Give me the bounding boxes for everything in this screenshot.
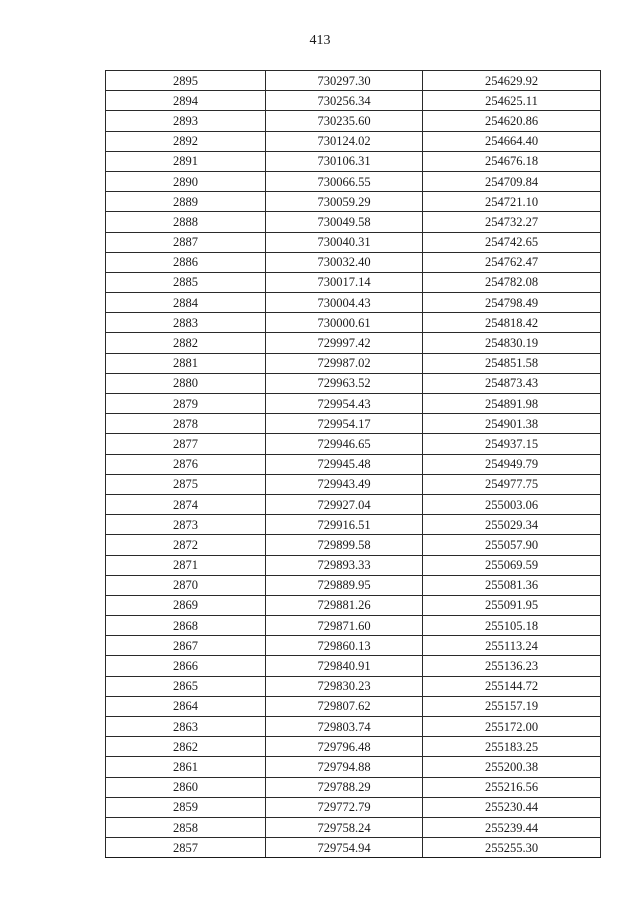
x-coordinate-cell: 729794.88 (266, 757, 423, 777)
point-number-cell: 2858 (106, 817, 266, 837)
x-coordinate-cell: 729945.48 (266, 454, 423, 474)
table-row (106, 434, 601, 454)
y-coordinate-cell: 255239.44 (423, 817, 601, 837)
table-row (106, 494, 601, 514)
point-number-cell: 2867 (106, 636, 266, 656)
x-coordinate-cell: 730032.40 (266, 252, 423, 272)
table-row (106, 616, 601, 636)
table-row (106, 777, 601, 797)
table-row (106, 414, 601, 434)
y-coordinate-cell: 255091.95 (423, 595, 601, 615)
point-number-cell: 2890 (106, 171, 266, 191)
y-coordinate-cell: 255255.30 (423, 838, 601, 858)
point-number-cell: 2874 (106, 494, 266, 514)
point-number-cell: 2870 (106, 575, 266, 595)
point-number-cell: 2871 (106, 555, 266, 575)
y-coordinate-cell: 254818.42 (423, 313, 601, 333)
x-coordinate-cell: 729772.79 (266, 797, 423, 817)
point-number-cell: 2864 (106, 696, 266, 716)
y-coordinate-cell: 255172.00 (423, 717, 601, 737)
table-row (106, 797, 601, 817)
y-coordinate-cell: 255069.59 (423, 555, 601, 575)
y-coordinate-cell: 254721.10 (423, 192, 601, 212)
x-coordinate-cell: 729788.29 (266, 777, 423, 797)
table-row (106, 293, 601, 313)
point-number-cell: 2876 (106, 454, 266, 474)
x-coordinate-cell: 729754.94 (266, 838, 423, 858)
y-coordinate-cell: 254873.43 (423, 373, 601, 393)
y-coordinate-cell: 255157.19 (423, 696, 601, 716)
x-coordinate-cell: 730124.02 (266, 131, 423, 151)
table-row (106, 555, 601, 575)
point-number-cell: 2862 (106, 737, 266, 757)
table-row (106, 636, 601, 656)
point-number-cell: 2861 (106, 757, 266, 777)
y-coordinate-cell: 255105.18 (423, 616, 601, 636)
point-number-cell: 2878 (106, 414, 266, 434)
y-coordinate-cell: 254830.19 (423, 333, 601, 353)
y-coordinate-cell: 254625.11 (423, 91, 601, 111)
point-number-cell: 2857 (106, 838, 266, 858)
x-coordinate-cell: 729840.91 (266, 656, 423, 676)
table-row (106, 757, 601, 777)
table-row (106, 313, 601, 333)
y-coordinate-cell: 254949.79 (423, 454, 601, 474)
y-coordinate-cell: 254891.98 (423, 394, 601, 414)
x-coordinate-cell: 729796.48 (266, 737, 423, 757)
y-coordinate-cell: 254977.75 (423, 474, 601, 494)
coordinates-table (105, 70, 601, 858)
x-coordinate-cell: 729881.26 (266, 595, 423, 615)
x-coordinate-cell: 729954.17 (266, 414, 423, 434)
y-coordinate-cell: 254620.86 (423, 111, 601, 131)
table-row (106, 373, 601, 393)
table-row (106, 454, 601, 474)
point-number-cell: 2875 (106, 474, 266, 494)
x-coordinate-cell: 730000.61 (266, 313, 423, 333)
table-row (106, 676, 601, 696)
y-coordinate-cell: 254901.38 (423, 414, 601, 434)
x-coordinate-cell: 729927.04 (266, 494, 423, 514)
y-coordinate-cell: 255183.25 (423, 737, 601, 757)
table-row (106, 252, 601, 272)
point-number-cell: 2865 (106, 676, 266, 696)
point-number-cell: 2863 (106, 717, 266, 737)
x-coordinate-cell: 729803.74 (266, 717, 423, 737)
x-coordinate-cell: 729943.49 (266, 474, 423, 494)
x-coordinate-cell: 730004.43 (266, 293, 423, 313)
x-coordinate-cell: 729954.43 (266, 394, 423, 414)
x-coordinate-cell: 729899.58 (266, 535, 423, 555)
point-number-cell: 2880 (106, 373, 266, 393)
y-coordinate-cell: 254762.47 (423, 252, 601, 272)
point-number-cell: 2888 (106, 212, 266, 232)
x-coordinate-cell: 730106.31 (266, 151, 423, 171)
y-coordinate-cell: 255230.44 (423, 797, 601, 817)
y-coordinate-cell: 255057.90 (423, 535, 601, 555)
table-row (106, 595, 601, 615)
point-number-cell: 2893 (106, 111, 266, 131)
y-coordinate-cell: 254782.08 (423, 272, 601, 292)
y-coordinate-cell: 255081.36 (423, 575, 601, 595)
point-number-cell: 2889 (106, 192, 266, 212)
point-number-cell: 2885 (106, 272, 266, 292)
x-coordinate-cell: 729946.65 (266, 434, 423, 454)
x-coordinate-cell: 729830.23 (266, 676, 423, 696)
y-coordinate-cell: 254798.49 (423, 293, 601, 313)
x-coordinate-cell: 730066.55 (266, 171, 423, 191)
table-row (106, 171, 601, 191)
y-coordinate-cell: 254664.40 (423, 131, 601, 151)
table-row (106, 71, 601, 91)
x-coordinate-cell: 729997.42 (266, 333, 423, 353)
point-number-cell: 2895 (106, 71, 266, 91)
point-number-cell: 2879 (106, 394, 266, 414)
point-number-cell: 2872 (106, 535, 266, 555)
x-coordinate-cell: 729889.95 (266, 575, 423, 595)
x-coordinate-cell: 730235.60 (266, 111, 423, 131)
point-number-cell: 2887 (106, 232, 266, 252)
point-number-cell: 2859 (106, 797, 266, 817)
x-coordinate-cell: 730256.34 (266, 91, 423, 111)
point-number-cell: 2891 (106, 151, 266, 171)
table-row (106, 737, 601, 757)
y-coordinate-cell: 254937.15 (423, 434, 601, 454)
coordinates-table-body (106, 71, 601, 858)
point-number-cell: 2894 (106, 91, 266, 111)
y-coordinate-cell: 255216.56 (423, 777, 601, 797)
table-row (106, 232, 601, 252)
x-coordinate-cell: 730017.14 (266, 272, 423, 292)
point-number-cell: 2881 (106, 353, 266, 373)
x-coordinate-cell: 730297.30 (266, 71, 423, 91)
y-coordinate-cell: 254742.65 (423, 232, 601, 252)
y-coordinate-cell: 254732.27 (423, 212, 601, 232)
y-coordinate-cell: 255003.06 (423, 494, 601, 514)
table-row (106, 515, 601, 535)
x-coordinate-cell: 729860.13 (266, 636, 423, 656)
x-coordinate-cell: 729893.33 (266, 555, 423, 575)
table-row (106, 111, 601, 131)
table-row (106, 353, 601, 373)
point-number-cell: 2882 (106, 333, 266, 353)
x-coordinate-cell: 729987.02 (266, 353, 423, 373)
table-row (106, 192, 601, 212)
x-coordinate-cell: 729963.52 (266, 373, 423, 393)
y-coordinate-cell: 254709.84 (423, 171, 601, 191)
x-coordinate-cell: 729807.62 (266, 696, 423, 716)
x-coordinate-cell: 729871.60 (266, 616, 423, 636)
point-number-cell: 2860 (106, 777, 266, 797)
x-coordinate-cell: 730040.31 (266, 232, 423, 252)
y-coordinate-cell: 254676.18 (423, 151, 601, 171)
table-row (106, 91, 601, 111)
table-row (106, 656, 601, 676)
y-coordinate-cell: 255136.23 (423, 656, 601, 676)
point-number-cell: 2866 (106, 656, 266, 676)
point-number-cell: 2884 (106, 293, 266, 313)
table-row (106, 838, 601, 858)
table-row (106, 717, 601, 737)
y-coordinate-cell: 254629.92 (423, 71, 601, 91)
x-coordinate-cell: 729916.51 (266, 515, 423, 535)
page-number: 413 (309, 33, 331, 48)
x-coordinate-cell: 730059.29 (266, 192, 423, 212)
y-coordinate-cell: 255144.72 (423, 676, 601, 696)
point-number-cell: 2892 (106, 131, 266, 151)
y-coordinate-cell: 255029.34 (423, 515, 601, 535)
point-number-cell: 2886 (106, 252, 266, 272)
point-number-cell: 2869 (106, 595, 266, 615)
table-row (106, 575, 601, 595)
table-row (106, 535, 601, 555)
y-coordinate-cell: 255200.38 (423, 757, 601, 777)
table-row (106, 212, 601, 232)
table-row (106, 394, 601, 414)
table-row (106, 272, 601, 292)
point-number-cell: 2868 (106, 616, 266, 636)
table-row (106, 474, 601, 494)
table-row (106, 151, 601, 171)
table-row (106, 333, 601, 353)
table-row (106, 817, 601, 837)
point-number-cell: 2873 (106, 515, 266, 535)
table-row (106, 696, 601, 716)
x-coordinate-cell: 730049.58 (266, 212, 423, 232)
point-number-cell: 2877 (106, 434, 266, 454)
table-row (106, 131, 601, 151)
y-coordinate-cell: 255113.24 (423, 636, 601, 656)
y-coordinate-cell: 254851.58 (423, 353, 601, 373)
point-number-cell: 2883 (106, 313, 266, 333)
x-coordinate-cell: 729758.24 (266, 817, 423, 837)
